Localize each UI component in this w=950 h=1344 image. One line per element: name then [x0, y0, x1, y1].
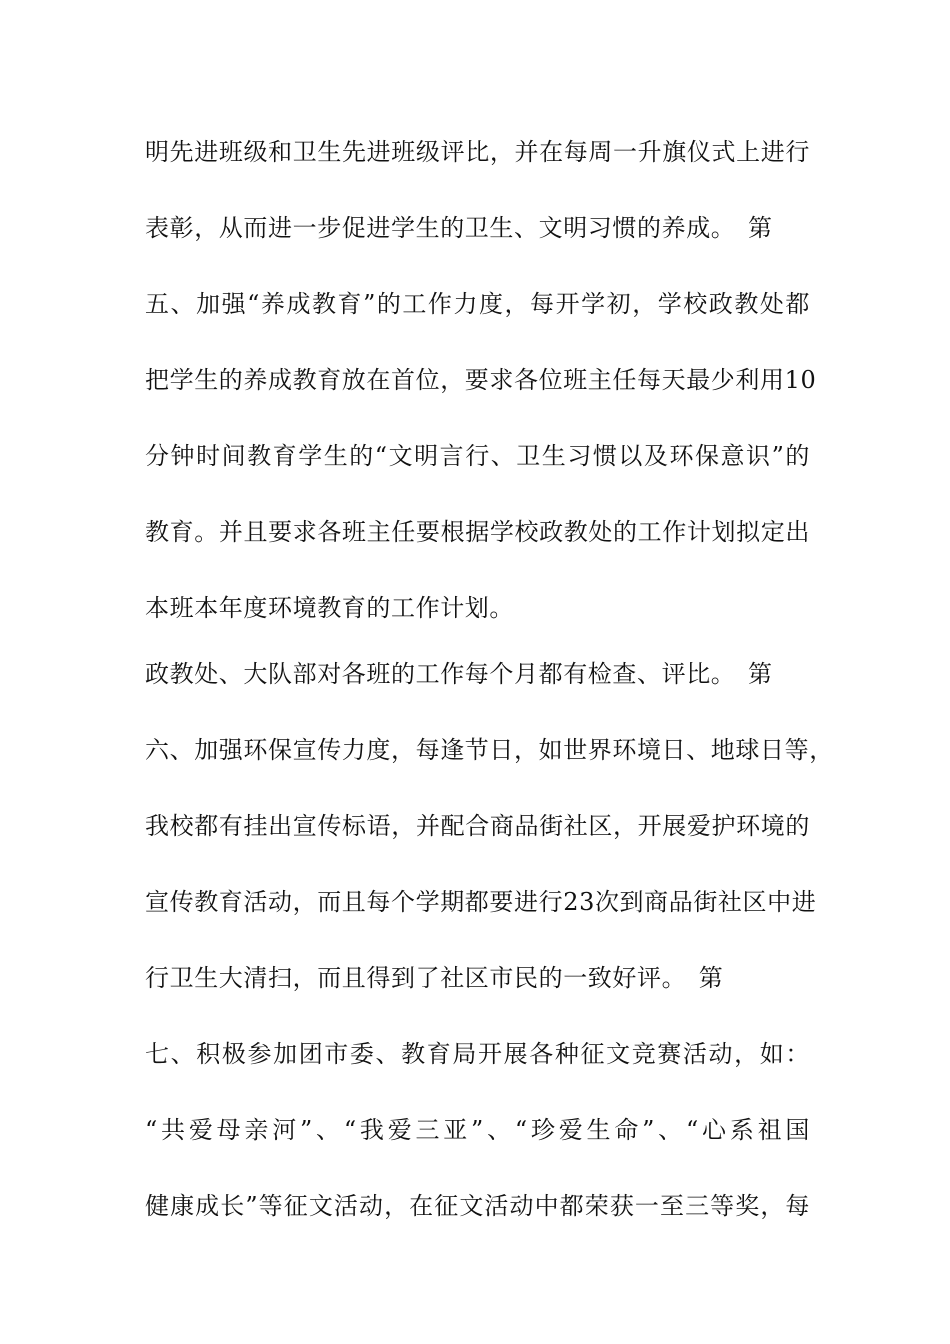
text-line: “共爱母亲河”、“我爱三亚”、“珍爱生命”、“心系祖国	[145, 1116, 810, 1144]
text-line: 六、加强环保宣传力度，每逢节日，如世界环境日、地球日等，	[145, 736, 834, 764]
text-line: 本班本年度环境教育的工作计划。	[145, 594, 514, 622]
text-line: 我校都有挂出宣传标语，并配合商品街社区，开展爱护环境的	[145, 812, 810, 840]
text-line: 教育。并且要求各班主任要根据学校政教处的工作计划拟定出	[145, 518, 810, 546]
text-line: 政教处、大队部对各班的工作每个月都有检查、评比。 第	[145, 660, 773, 688]
text-line: 分钟时间教育学生的“文明言行、卫生习惯以及环保意识”的	[145, 442, 810, 470]
text-line: 五、加强“养成教育”的工作力度，每开学初，学校政教处都	[145, 290, 810, 318]
text-line: 表彰，从而进一步促进学生的卫生、文明习惯的养成。 第	[145, 214, 773, 242]
text-line: 宣传教育活动，而且每个学期都要进行23次到商品街社区中进	[145, 888, 817, 916]
text-line: 明先进班级和卫生先进班级评比，并在每周一升旗仪式上进行	[145, 138, 810, 166]
text-line: 七、积极参加团市委、教育局开展各种征文竞赛活动，如：	[145, 1040, 810, 1068]
text-line: 把学生的养成教育放在首位，要求各位班主任每天最少利用10	[145, 366, 817, 394]
text-line: 健康成长”等征文活动，在征文活动中都荣获一至三等奖，每	[145, 1192, 810, 1220]
text-line: 行卫生大清扫，而且得到了社区市民的一致好评。 第	[145, 964, 724, 992]
